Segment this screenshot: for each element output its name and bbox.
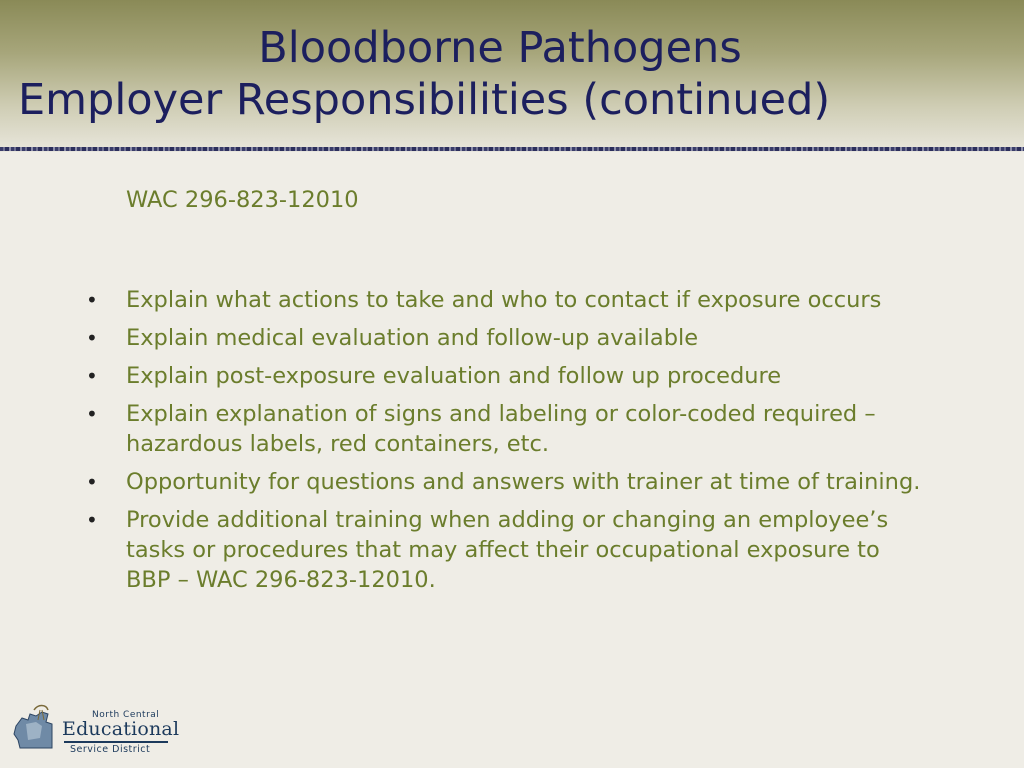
slide-title-line-1: Bloodborne Pathogens (258, 23, 742, 73)
bullet-text: Explain what actions to take and who to contact if exposure occurs (126, 287, 882, 313)
logo-bottom-text: Service District (70, 744, 151, 755)
district-logo (12, 700, 180, 762)
bullet-item (86, 399, 926, 459)
bullet-icon: • (86, 364, 98, 388)
logo-divider (64, 741, 168, 743)
bullet-text: Explain explanation of signs and labeling or color-coded required – hazardous labels, red containers, etc. (126, 401, 876, 457)
bullet-text: Opportunity for questions and answers with trainer at time of training. (126, 469, 921, 495)
slide-title-line-2: Employer Responsibilities (continued) (18, 75, 831, 125)
bullet-icon: • (86, 288, 98, 312)
bullet-icon: • (86, 508, 98, 532)
bullet-item (86, 467, 926, 497)
bullet-item (86, 285, 926, 315)
wac-reference: WAC 296-823-12010 (126, 187, 359, 213)
bullet-item (86, 361, 926, 391)
bullet-item (86, 505, 926, 595)
bullet-text: Explain post-exposure evaluation and follow up procedure (126, 363, 782, 389)
logo-main-text: Educational (62, 718, 180, 740)
bullet-list (86, 285, 926, 595)
bullet-icon: • (86, 326, 98, 350)
bullet-icon: • (86, 402, 98, 426)
logo-top-text: North Central (92, 710, 160, 720)
bullet-text: Explain medical evaluation and follow-up available (126, 325, 699, 351)
bullet-text: Provide additional training when adding or changing an employee’s tasks or procedures that may affect their occupational exposure to BBP – WAC 296-823-12010. (126, 507, 889, 593)
slide-title (0, 22, 1000, 126)
bullet-item (86, 323, 926, 353)
bullet-icon: • (86, 470, 98, 494)
title-divider (0, 147, 1024, 151)
slide-body (86, 182, 926, 603)
